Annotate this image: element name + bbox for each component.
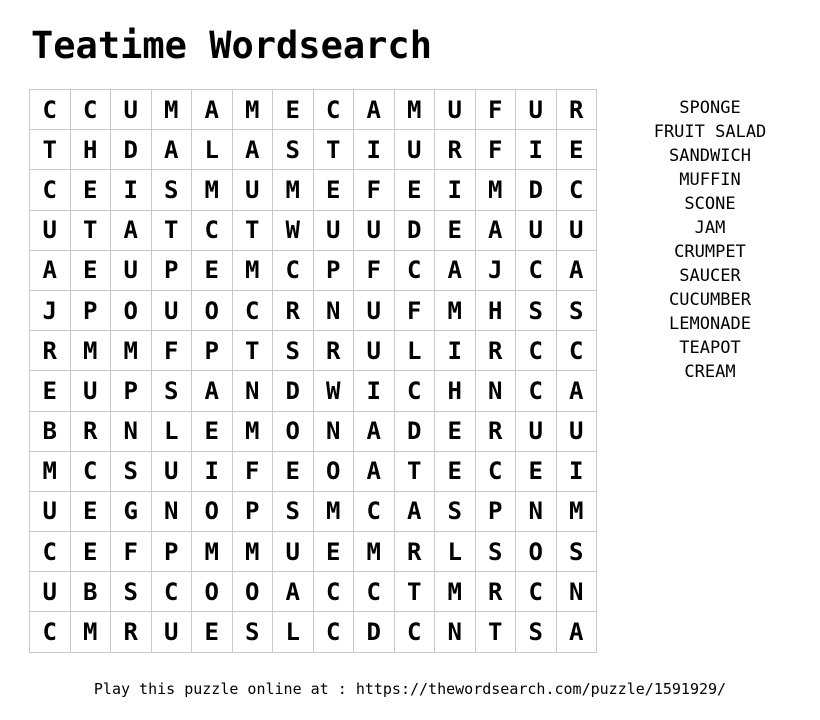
grid-cell[interactable]: N (516, 491, 557, 531)
grid-cell[interactable]: F (394, 290, 435, 330)
grid-cell[interactable]: H (435, 371, 476, 411)
grid-cell[interactable]: W (313, 371, 354, 411)
grid-cell[interactable]: O (232, 572, 273, 612)
word-list-item: JAM (694, 218, 726, 238)
grid-cell[interactable]: B (30, 411, 71, 451)
grid-cell[interactable]: M (232, 90, 273, 130)
grid-cell[interactable]: I (435, 170, 476, 210)
grid-cell[interactable]: C (313, 612, 354, 652)
grid-cell[interactable]: R (475, 331, 516, 371)
grid-cell[interactable]: U (516, 210, 557, 250)
grid-cell[interactable]: F (232, 451, 273, 491)
grid-cell[interactable]: U (516, 90, 557, 130)
grid-cell[interactable]: F (475, 130, 516, 170)
grid-cell[interactable]: C (30, 90, 71, 130)
grid-cell[interactable]: M (70, 331, 111, 371)
grid-cell[interactable]: D (111, 130, 152, 170)
grid-cell[interactable]: C (475, 451, 516, 491)
grid-cell[interactable]: P (232, 491, 273, 531)
grid-cell[interactable]: T (475, 612, 516, 652)
grid-cell[interactable]: N (475, 371, 516, 411)
grid-cell[interactable]: P (192, 331, 233, 371)
grid-cell[interactable]: N (232, 371, 273, 411)
grid-cell[interactable]: P (111, 371, 152, 411)
grid-cell[interactable]: N (313, 411, 354, 451)
letter-grid (29, 89, 597, 653)
grid-cell[interactable]: R (475, 572, 516, 612)
grid-cell[interactable]: S (516, 290, 557, 330)
grid-cell[interactable]: E (192, 411, 233, 451)
word-list-item: SCONE (684, 194, 736, 214)
grid-row (30, 612, 597, 652)
grid-cell[interactable]: C (354, 491, 395, 531)
grid-cell[interactable]: M (394, 90, 435, 130)
grid-cell[interactable]: R (556, 90, 597, 130)
grid-cell[interactable]: S (111, 572, 152, 612)
grid-cell[interactable]: U (232, 170, 273, 210)
grid-cell[interactable]: F (354, 250, 395, 290)
grid-cell[interactable]: E (313, 532, 354, 572)
grid-cell[interactable]: J (475, 250, 516, 290)
grid-cell[interactable]: U (151, 451, 192, 491)
word-list-item: CREAM (684, 362, 736, 382)
grid-cell[interactable]: T (70, 210, 111, 250)
grid-cell[interactable]: L (273, 612, 314, 652)
grid-cell[interactable]: R (394, 532, 435, 572)
grid-row (30, 250, 597, 290)
grid-cell[interactable]: T (394, 451, 435, 491)
grid-cell[interactable]: O (313, 451, 354, 491)
grid-cell[interactable]: M (556, 491, 597, 531)
grid-cell[interactable]: P (151, 532, 192, 572)
grid-cell[interactable]: L (394, 331, 435, 371)
grid-cell[interactable]: S (435, 491, 476, 531)
grid-cell[interactable]: E (556, 130, 597, 170)
grid-cell[interactable]: E (70, 170, 111, 210)
grid-cell[interactable]: C (232, 290, 273, 330)
grid-row (30, 130, 597, 170)
word-list (640, 96, 780, 384)
grid-cell[interactable]: A (151, 130, 192, 170)
grid-cell[interactable]: I (354, 130, 395, 170)
grid-cell[interactable]: I (435, 331, 476, 371)
grid-cell[interactable]: I (556, 451, 597, 491)
grid-cell[interactable]: H (475, 290, 516, 330)
grid-cell[interactable]: D (516, 170, 557, 210)
grid-cell[interactable]: C (313, 90, 354, 130)
grid-cell[interactable]: P (70, 290, 111, 330)
grid-cell[interactable]: A (354, 451, 395, 491)
grid-cell[interactable]: R (273, 290, 314, 330)
grid-cell[interactable]: S (273, 130, 314, 170)
grid-row (30, 290, 597, 330)
grid-cell[interactable]: C (394, 612, 435, 652)
grid-cell[interactable]: U (30, 491, 71, 531)
grid-cell[interactable]: M (30, 451, 71, 491)
puzzle-link[interactable]: https://thewordsearch.com/puzzle/1591929/ (355, 680, 727, 698)
grid-cell[interactable]: N (111, 411, 152, 451)
grid-cell[interactable]: U (151, 612, 192, 652)
grid-cell[interactable]: F (354, 170, 395, 210)
grid-cell[interactable]: M (232, 250, 273, 290)
grid-cell[interactable]: A (354, 411, 395, 451)
grid-cell[interactable]: A (475, 210, 516, 250)
grid-cell[interactable]: T (313, 130, 354, 170)
grid-cell[interactable]: R (313, 331, 354, 371)
grid-cell[interactable]: M (192, 532, 233, 572)
grid-cell[interactable]: R (475, 411, 516, 451)
grid-cell[interactable]: U (354, 290, 395, 330)
grid-cell[interactable]: M (111, 331, 152, 371)
grid-cell[interactable]: D (354, 612, 395, 652)
grid-cell[interactable]: U (30, 210, 71, 250)
grid-row (30, 331, 597, 371)
word-list-item: SAUCER (679, 266, 741, 286)
grid-cell[interactable]: M (70, 612, 111, 652)
grid-cell[interactable]: E (192, 612, 233, 652)
grid-row (30, 572, 597, 612)
grid-cell[interactable]: F (475, 90, 516, 130)
grid-cell[interactable]: O (111, 290, 152, 330)
grid-cell[interactable]: N (556, 572, 597, 612)
grid-cell[interactable]: A (394, 491, 435, 531)
grid-cell[interactable]: I (111, 170, 152, 210)
grid-cell[interactable]: C (516, 572, 557, 612)
grid-cell[interactable]: O (273, 411, 314, 451)
grid-cell[interactable]: A (192, 90, 233, 130)
grid-cell[interactable]: L (151, 411, 192, 451)
grid-cell[interactable]: U (394, 130, 435, 170)
grid-cell[interactable]: S (556, 290, 597, 330)
grid-cell[interactable]: M (313, 491, 354, 531)
grid-row (30, 90, 597, 130)
grid-cell[interactable]: M (273, 170, 314, 210)
grid-cell[interactable]: S (151, 371, 192, 411)
grid-cell[interactable]: U (556, 210, 597, 250)
grid-cell[interactable]: A (192, 371, 233, 411)
grid-cell[interactable]: E (30, 371, 71, 411)
grid-cell[interactable]: L (435, 532, 476, 572)
grid-cell[interactable]: C (516, 331, 557, 371)
grid-cell[interactable]: A (435, 250, 476, 290)
grid-cell[interactable]: J (30, 290, 71, 330)
grid-cell[interactable]: A (556, 250, 597, 290)
grid-cell[interactable]: E (273, 90, 314, 130)
grid-cell[interactable]: A (111, 210, 152, 250)
grid-cell[interactable]: S (151, 170, 192, 210)
grid-cell[interactable]: S (232, 612, 273, 652)
grid-cell[interactable]: A (556, 612, 597, 652)
grid-cell[interactable]: C (30, 170, 71, 210)
grid-cell[interactable]: C (151, 572, 192, 612)
grid-cell[interactable]: A (273, 572, 314, 612)
grid-cell[interactable]: U (273, 532, 314, 572)
grid-cell[interactable]: C (556, 331, 597, 371)
grid-cell[interactable]: F (151, 331, 192, 371)
grid-row (30, 411, 597, 451)
grid-cell[interactable]: C (70, 90, 111, 130)
grid-cell[interactable]: C (556, 170, 597, 210)
grid-cell[interactable]: U (435, 90, 476, 130)
word-list-item: MUFFIN (679, 170, 741, 190)
grid-cell[interactable]: T (394, 572, 435, 612)
grid-cell[interactable]: S (111, 451, 152, 491)
grid-cell[interactable]: P (313, 250, 354, 290)
grid-cell[interactable]: O (192, 491, 233, 531)
word-list-item: TEAPOT (679, 338, 741, 358)
grid-cell[interactable]: U (354, 210, 395, 250)
grid-cell[interactable]: N (435, 612, 476, 652)
grid-cell[interactable]: O (516, 532, 557, 572)
grid-cell[interactable]: E (70, 532, 111, 572)
grid-cell[interactable]: M (354, 532, 395, 572)
grid-cell[interactable]: M (192, 170, 233, 210)
grid-cell[interactable]: S (475, 532, 516, 572)
grid-cell[interactable]: R (30, 331, 71, 371)
grid-cell[interactable]: U (70, 371, 111, 411)
grid-cell[interactable]: T (30, 130, 71, 170)
grid-cell[interactable]: C (30, 612, 71, 652)
grid-cell[interactable]: U (111, 250, 152, 290)
grid-cell[interactable]: E (192, 250, 233, 290)
grid-cell[interactable]: U (151, 290, 192, 330)
grid-cell[interactable]: C (516, 371, 557, 411)
grid-cell[interactable]: E (70, 491, 111, 531)
grid-cell[interactable]: T (232, 210, 273, 250)
grid-cell[interactable]: E (516, 451, 557, 491)
grid-cell[interactable]: E (394, 170, 435, 210)
grid-cell[interactable]: G (111, 491, 152, 531)
grid-cell[interactable]: E (435, 451, 476, 491)
grid-cell[interactable]: C (70, 451, 111, 491)
grid-cell[interactable]: U (30, 572, 71, 612)
grid-cell[interactable]: E (313, 170, 354, 210)
grid-cell[interactable]: M (232, 532, 273, 572)
grid-cell[interactable]: E (70, 250, 111, 290)
grid-row (30, 532, 597, 572)
grid-cell[interactable]: D (394, 210, 435, 250)
grid-cell[interactable]: C (313, 572, 354, 612)
grid-cell[interactable]: C (192, 210, 233, 250)
grid-cell[interactable]: S (273, 491, 314, 531)
grid-cell[interactable]: I (192, 451, 233, 491)
footer (0, 679, 820, 699)
grid-cell[interactable]: A (354, 90, 395, 130)
grid-cell[interactable]: C (516, 250, 557, 290)
grid-cell[interactable]: M (435, 290, 476, 330)
footer-prefix: Play this puzzle online at : (93, 680, 356, 698)
grid-cell[interactable]: W (273, 210, 314, 250)
grid-cell[interactable]: C (394, 250, 435, 290)
word-list-item: CUCUMBER (669, 290, 751, 310)
grid-cell[interactable]: R (435, 130, 476, 170)
grid-cell[interactable]: T (151, 210, 192, 250)
word-list-item: LEMONADE (669, 314, 751, 334)
grid-cell[interactable]: E (273, 451, 314, 491)
grid-cell[interactable]: C (394, 371, 435, 411)
grid-row (30, 451, 597, 491)
grid-cell[interactable]: O (192, 290, 233, 330)
grid-cell[interactable]: U (556, 411, 597, 451)
grid-cell[interactable]: P (151, 250, 192, 290)
grid-cell[interactable]: C (354, 572, 395, 612)
grid-cell[interactable]: H (70, 130, 111, 170)
grid-cell[interactable]: I (516, 130, 557, 170)
grid-cell[interactable]: U (354, 331, 395, 371)
grid-row (30, 491, 597, 531)
grid-cell[interactable]: M (232, 411, 273, 451)
grid-cell[interactable]: D (394, 411, 435, 451)
grid-cell[interactable]: E (435, 210, 476, 250)
grid-cell[interactable]: P (475, 491, 516, 531)
grid-cell[interactable]: S (516, 612, 557, 652)
grid-cell[interactable]: M (475, 170, 516, 210)
grid-cell[interactable]: B (70, 572, 111, 612)
grid-cell[interactable]: A (30, 250, 71, 290)
grid-cell[interactable]: U (516, 411, 557, 451)
grid-cell[interactable]: S (273, 331, 314, 371)
grid-cell[interactable]: L (192, 130, 233, 170)
word-list-item: FRUIT SALAD (653, 122, 767, 142)
grid-cell[interactable]: C (30, 532, 71, 572)
grid-cell[interactable]: A (232, 130, 273, 170)
grid-cell[interactable]: N (151, 491, 192, 531)
grid-cell[interactable]: A (556, 371, 597, 411)
grid-row (30, 170, 597, 210)
grid-cell[interactable]: R (111, 612, 152, 652)
grid-cell[interactable]: S (556, 532, 597, 572)
word-list-item: SPONGE (679, 98, 741, 118)
grid-cell[interactable]: T (232, 331, 273, 371)
grid-cell[interactable]: E (435, 411, 476, 451)
grid-cell[interactable]: F (111, 532, 152, 572)
grid-cell[interactable]: C (273, 250, 314, 290)
word-list-item: CRUMPET (674, 242, 746, 262)
grid-cell[interactable]: D (273, 371, 314, 411)
grid-row (30, 210, 597, 250)
grid-row (30, 371, 597, 411)
grid-cell[interactable]: R (70, 411, 111, 451)
grid-cell[interactable]: O (192, 572, 233, 612)
word-list-item: SANDWICH (669, 146, 751, 166)
grid-cell[interactable]: U (111, 90, 152, 130)
grid-cell[interactable]: N (313, 290, 354, 330)
puzzle-title: Teatime Wordsearch (31, 24, 432, 67)
grid-cell[interactable]: M (151, 90, 192, 130)
grid-cell[interactable]: U (313, 210, 354, 250)
grid-cell[interactable]: M (435, 572, 476, 612)
grid-cell[interactable]: I (354, 371, 395, 411)
